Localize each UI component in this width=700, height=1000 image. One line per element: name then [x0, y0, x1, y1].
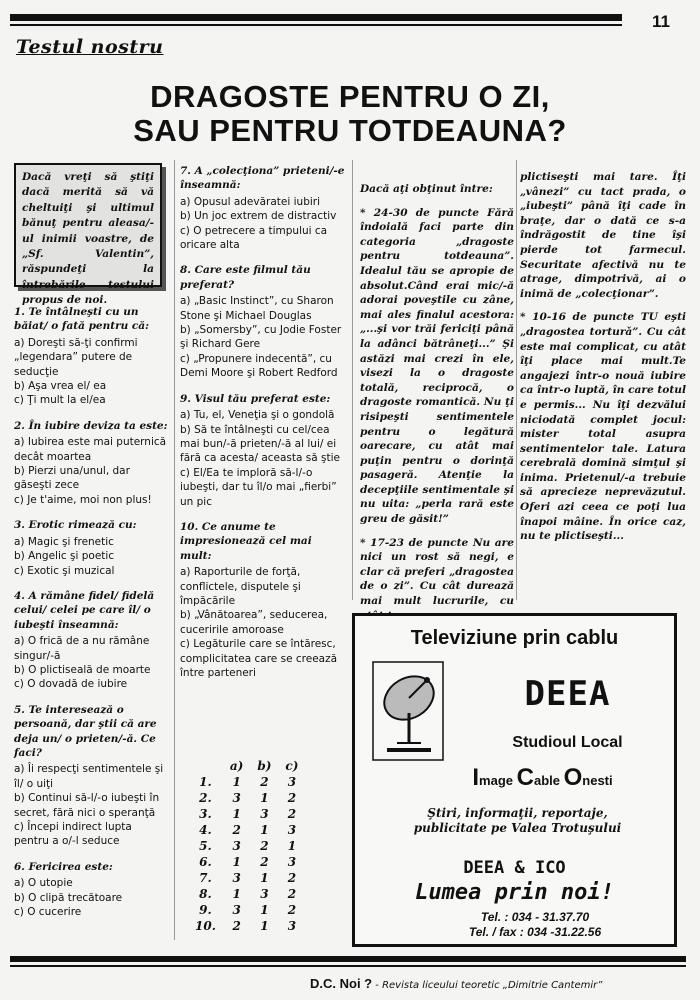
- score-cell: 2: [232, 919, 241, 933]
- answer-option: b) „Somersby”, cu Jodie Foster şi Richard Gere: [180, 324, 342, 351]
- answer-option: c) Începi indirect lupta pentru a o/-l seduce: [14, 821, 132, 848]
- score-cell: 3: [260, 887, 269, 901]
- score-row: [188, 902, 305, 918]
- score-cell: 1: [260, 791, 269, 805]
- answer-option: a) Raporturile de forţă, conflictele, disputele şi împăcările: [180, 566, 301, 607]
- results-paragraph: plictiseşti mai tare. Îţi „vânezi” cu tact prada, o „iubeşti” până îţi cade în braţe, dar o dată ce s-a îndrăgostit de tine îşi pierde tot farmecul. Securitate afectivă nu te atrage, dimpotrivă, ai o inimă de „colecţionar”.: [520, 171, 686, 300]
- results-column-2: [520, 170, 686, 553]
- answer-option: a) Magic şi frenetic: [14, 535, 114, 548]
- ad-word: mage: [479, 773, 513, 788]
- article-title: [0, 80, 700, 148]
- score-cell: 1: [260, 823, 269, 837]
- score-cell: 3: [287, 855, 297, 869]
- answer-option: c) O dovadă de iubire: [14, 678, 128, 691]
- question-text: 7. A „colecţiona” prieteni/-e înseamnă:: [180, 165, 345, 192]
- results-column-1: [360, 182, 514, 632]
- score-cell: 2: [287, 807, 297, 821]
- results-paragraph: Dacă aţi obţinut între:: [360, 183, 493, 195]
- question-text: 1. Te întâlneşti cu un băiat/ o fată pentru că:: [14, 306, 149, 333]
- score-cell: 3: [232, 871, 241, 885]
- footer-publisher: - Revista liceului teoretic „Dimitrie Cantemir”: [372, 980, 603, 991]
- question-text: 8. Care este filmul tău preferat?: [180, 264, 311, 291]
- score-cell: 1: [232, 775, 241, 789]
- answer-option: c) Legăturile care se întăresc, complicitatea care se creează între parteneri: [180, 638, 338, 679]
- ad-title: Televiziune prin cablu: [410, 627, 619, 649]
- column-divider: [174, 160, 175, 940]
- score-header-cell: [188, 758, 223, 774]
- score-header-cell: c): [285, 759, 299, 773]
- results-paragraph: * 24-30 de puncte Fără îndoială faci parte din categoria „dragoste pentru totdeauna”. Idealul tău se apropie de absolut.Când erai mic/-ă adorai poveştile cu zâne, mai ales finalul acestora: „...şi vor trăi fericiţi până la adânci bătrâneţi...” Şi astăzi mai crezi în ele, visezi la o dragoste totală, reciprocă, o dragoste romantică. Nu ţi risipeşti sentimentele pentru o legătură oarecare, cu atât mai puţin pentru o dorinţă pasageră. Atenţie la decepţiile sentimentale şi nu uita: „perla rară este greu de găsit!”: [360, 206, 514, 526]
- score-cell: 2.: [199, 791, 212, 805]
- question-text: 4. A rămâne fidel/ fidelă celui/ celei pe care îl/ o iubeşti înseamnă:: [14, 589, 155, 631]
- answer-option: a) Iubirea este mai puternică decât moartea: [14, 436, 167, 463]
- top-rule-thin: [10, 24, 622, 26]
- intro-box: Dacă vreţi să ştiţi dacă merită să vă cheltuiţi şi ultimul bănuţ pentru aleasa/-ul inimii voastre, de „Sf. Valentin”, răspundeţi la întrebările testului propus de noi.: [14, 163, 162, 287]
- score-cell: 1: [232, 855, 241, 869]
- score-cell: 3: [232, 791, 241, 805]
- score-header-row: [188, 758, 305, 774]
- score-cell: 3: [260, 807, 269, 821]
- question-text: 2. În iubire deviza ta este:: [14, 419, 168, 432]
- score-cell: 1: [260, 919, 269, 933]
- score-cell: 3: [287, 823, 297, 837]
- section-heading: Testul nostru: [16, 36, 164, 58]
- score-row: [188, 886, 305, 902]
- score-cell: 1: [260, 871, 269, 885]
- question-text: 5. Te interesează o persoană, dar ştii că are deja un/ o prieten/-ă. Ce faci?: [14, 703, 157, 759]
- score-table: [188, 758, 305, 934]
- answer-option: b) Aşa vrea el/ ea: [14, 380, 107, 393]
- score-row: [188, 854, 305, 870]
- answer-option: a) Tu, el, Veneţia şi o gondolă: [180, 409, 335, 422]
- score-row: [188, 838, 305, 854]
- score-row: [188, 806, 305, 822]
- question-text: 10. Ce anume te impresionează cel mai mult:: [180, 520, 312, 562]
- score-cell: 2: [287, 887, 297, 901]
- score-cell: 2: [287, 871, 297, 885]
- score-header-cell: a): [229, 759, 244, 773]
- footer: [310, 976, 602, 991]
- answer-option: b) Continui să-l/-o iubeşti în secret, fără nici o speranţă: [14, 792, 160, 819]
- score-cell: 2: [287, 791, 297, 805]
- score-cell: 2: [232, 823, 241, 837]
- score-header-cell: b): [257, 759, 272, 773]
- score-row: [188, 822, 305, 838]
- answer-option: b) „Vânătoarea”, seducerea, cuceririle amoroase: [180, 609, 328, 636]
- score-cell: 2: [287, 903, 297, 917]
- ad-word: able: [533, 773, 560, 788]
- page-number: 11: [652, 12, 670, 31]
- answer-option: c) El/Ea te imploră să-l/-o iubeşti, dar tu îl/o mai „fierbi” un pic: [180, 466, 337, 508]
- answer-option: b) Să te întâlneşti cu cel/cea mai bun/-ă prieten/-ă al lui/ ei fără ca acesta/ aceasta să ştie: [180, 423, 340, 465]
- answer-option: c) Exotic şi muzical: [14, 564, 115, 577]
- advertisement: [352, 613, 677, 947]
- score-cell: 2: [260, 839, 269, 853]
- score-cell: 8.: [199, 887, 212, 901]
- score-row: [188, 918, 305, 934]
- answer-option: b) O plictiseală de moarte: [14, 663, 151, 676]
- footer-magazine: D.C. Noi ?: [310, 976, 373, 991]
- score-cell: 6.: [199, 855, 212, 869]
- answer-option: c) Ţi mult la el/ea: [14, 394, 106, 407]
- score-cell: 4.: [199, 823, 212, 837]
- score-cell: 7.: [199, 871, 212, 885]
- answer-option: b) Angelic şi poetic: [14, 550, 115, 563]
- score-cell: 3: [287, 775, 297, 789]
- ad-brand: DEEA: [524, 674, 611, 714]
- score-row: [188, 774, 305, 790]
- score-cell: 3: [232, 839, 241, 853]
- score-cell: 1: [287, 839, 297, 853]
- answer-option: a) O frică de a nu rămâne singur/-ă: [14, 635, 150, 662]
- ad-brand-secondary: DEEA & ICO: [463, 858, 566, 878]
- results-paragraph: * 17-23 de puncte Nu are nici un rost să negi, e clar că preferi „dragostea de o zi”. Cu cât durează mai mult lucrurile, cu: [360, 536, 514, 608]
- score-cell: 1: [260, 903, 269, 917]
- ad-slogan: Lumea prin noi!: [415, 880, 614, 905]
- answer-option: a) Îi respecţi sentimentele şi îl/ o uiţi: [14, 763, 164, 790]
- questions-column-2: [180, 164, 346, 680]
- question-text: 9. Visul tău preferat este:: [180, 392, 331, 405]
- ad-desc-line: Ştiri, informaţii, reportaje,: [427, 806, 608, 820]
- answer-option: b) Pierzi una/unul, dar găseşti zece: [14, 465, 130, 492]
- answer-option: a) „Basic Instinct”, cu Sharon Stone şi Michael Douglas: [180, 295, 334, 322]
- question-text: 6. Fericirea este:: [14, 860, 113, 873]
- ad-letter: O: [563, 764, 583, 791]
- ad-contact: [415, 910, 655, 940]
- score-cell: 1: [232, 807, 241, 821]
- answer-option: a) O utopie: [14, 877, 73, 890]
- satellite-dish-icon: [369, 658, 447, 764]
- score-cell: 3: [232, 903, 241, 917]
- score-cell: 10.: [195, 919, 216, 933]
- ad-phone: Tel. : 034 - 31.37.70: [480, 910, 590, 924]
- score-row: [188, 790, 305, 806]
- title-line-2: SAU PENTRU TOTDEAUNA?: [133, 113, 567, 148]
- ad-fax: Tel. / fax : 034 -31.22.56: [468, 925, 602, 939]
- score-row: [188, 870, 305, 886]
- score-cell: 1.: [199, 775, 212, 789]
- score-cell: 3: [287, 919, 297, 933]
- bottom-rule: [10, 956, 686, 962]
- ad-letter: I: [472, 764, 480, 791]
- score-cell: 3.: [199, 807, 212, 821]
- ad-word: nesti: [582, 773, 613, 788]
- score-cell: 5.: [199, 839, 212, 853]
- answer-option: b) Un joc extrem de distractiv: [180, 210, 337, 223]
- questions-column-1: [14, 305, 170, 919]
- bottom-rule-thin: [10, 965, 686, 967]
- answer-option: a) Opusul adevăratei iubiri: [180, 195, 321, 208]
- title-line-1: DRAGOSTE PENTRU O ZI,: [150, 79, 550, 114]
- ad-company-name: [415, 764, 670, 792]
- answer-option: b) O clipă trecătoare: [14, 891, 123, 904]
- answer-option: c) O petrecere a timpului ca oricare alta: [180, 224, 328, 252]
- column-divider: [516, 160, 517, 600]
- score-cell: 2: [260, 775, 269, 789]
- ad-description: [385, 806, 650, 836]
- score-cell: 1: [232, 887, 241, 901]
- results-paragraph: * 10-16 de puncte TU eşti „dragostea torturǎ”. Cu cât este mai complicat, cu atât îţi place mai mult.Te angajezi într-o nouă iubire ca într-o luptă, în care totul e permis... Nu îţi dezvălui niciodată complet jocul: mister total asupra sentimentelor tale. Latura cerebrală domină simţul şi inima. Prietenul/-a trebuie să aprecieze neprevăzutul. Oferi azi ceea ce poţi lua înapoi mâine. În orice caz, nu te plictiseşti...: [520, 311, 686, 543]
- ad-desc-line: publicitate pe Valea Trotuşului: [413, 821, 622, 835]
- question-text: 3. Erotic rimează cu:: [14, 519, 137, 532]
- score-cell: 9.: [199, 903, 212, 917]
- score-cell: 2: [260, 855, 269, 869]
- answer-option: c) Je t'aime, moi non plus!: [14, 493, 152, 506]
- answer-option: c) „Propunere indecentă”, cu Demi Moore şi Robert Redford: [180, 352, 338, 380]
- ad-letter: C: [516, 764, 534, 791]
- answer-option: a) Doreşti să-ţi confirmi „legendara” putere de seducţie: [14, 336, 138, 378]
- answer-option: c) O cucerire: [14, 906, 82, 919]
- ad-subtitle: Studioul Local: [512, 734, 623, 751]
- column-divider: [352, 160, 353, 600]
- top-rule: [10, 14, 622, 21]
